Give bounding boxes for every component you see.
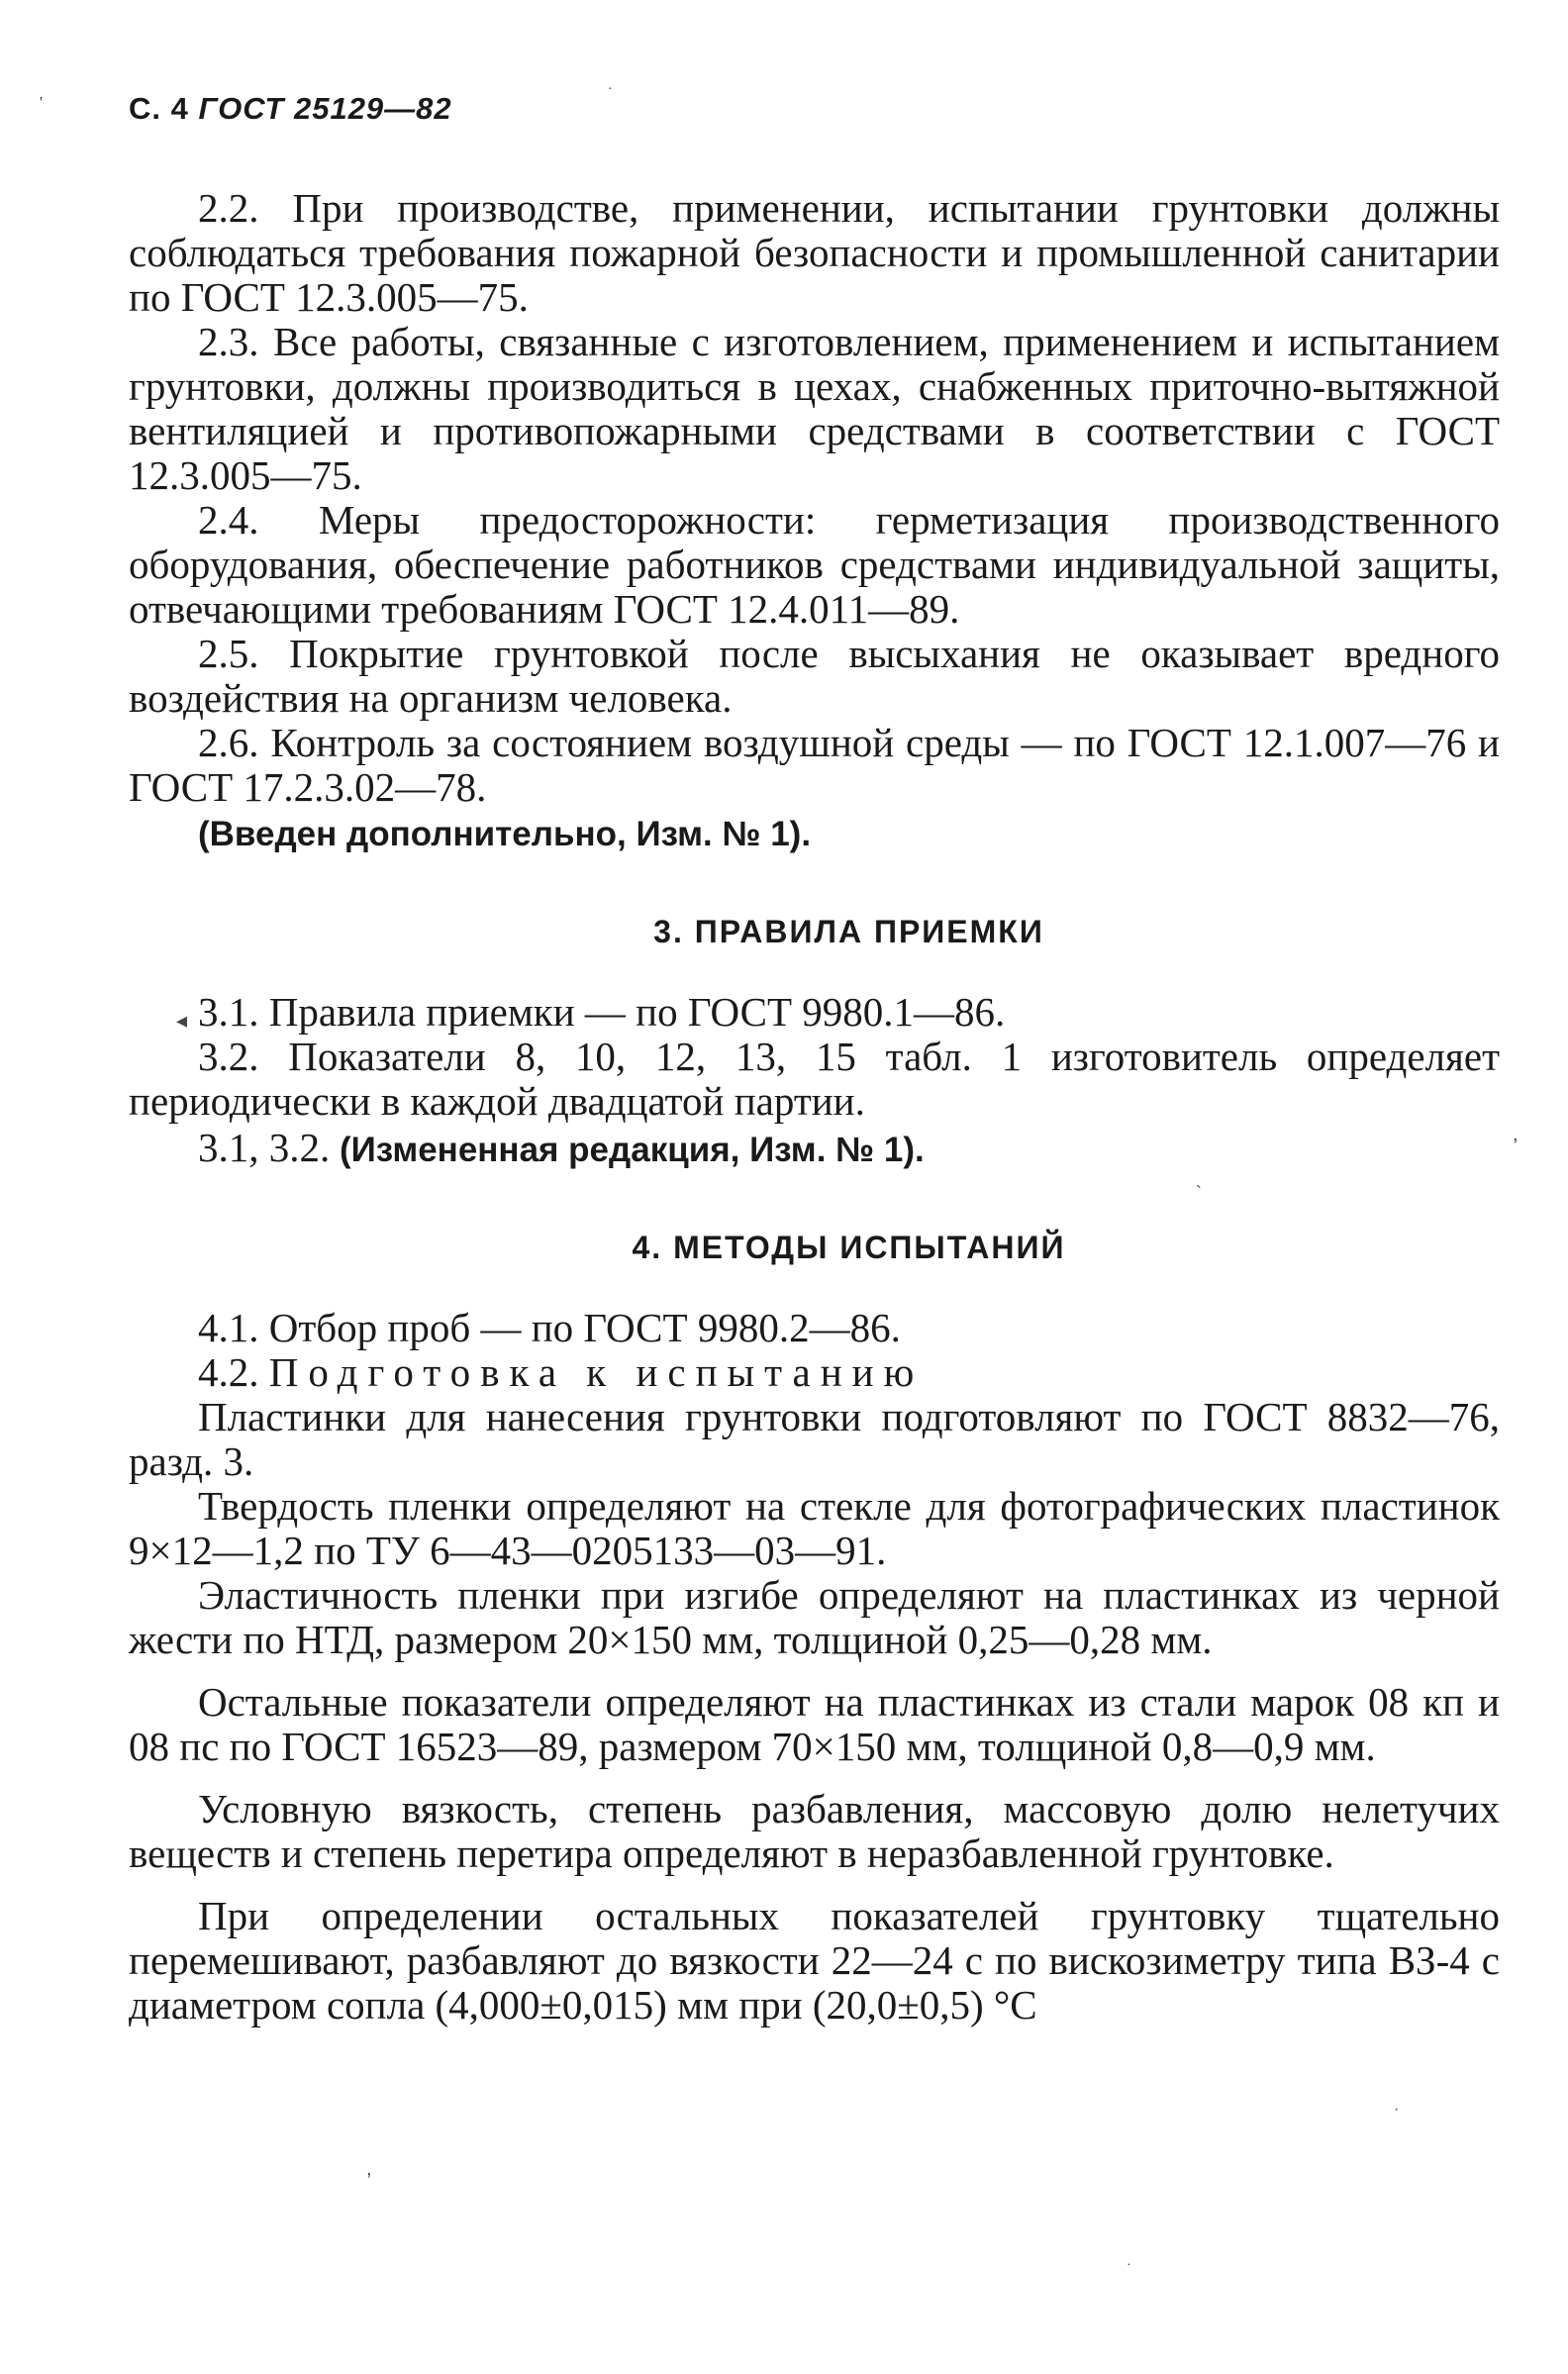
paragraph-2-3: 2.3. Все работы, связанные с изготовлением, применением и испытанием грунтовки, должны производиться в цехах, снабженных приточно-вытяжной вентиляцией и противопожарными средствами в соответствии с ГОСТ 12.3.005—75.: [129, 319, 1500, 498]
amendment-note-prefix: 3.1, 3.2.: [198, 1125, 331, 1170]
paragraph-2-2: 2.2. При производстве, применении, испытании грунтовки должны соблюдаться требования пожарной безопасности и промышленной санитарии по ГОСТ 12.3.005—75.: [129, 185, 1500, 320]
paragraph-4-2-number: 4.2.: [198, 1349, 259, 1395]
amendment-note-section-2: (Введен дополнительно, Изм. № 1).: [198, 815, 812, 853]
scan-speck: ·: [1127, 2255, 1131, 2271]
paragraph-4-1: 4.1. Отбор проб — по ГОСТ 9980.2—86.: [198, 1305, 901, 1350]
page-number: С. 4: [129, 91, 189, 126]
section-3-title: 3. ПРАВИЛА ПРИЕМКИ: [653, 914, 1044, 949]
standard-number: ГОСТ 25129—82: [198, 91, 452, 126]
paragraph-2-6: 2.6. Контроль за состоянием воздушной среды — по ГОСТ 12.1.007—76 и ГОСТ 17.2.3.02—78.: [129, 720, 1500, 810]
scan-speck: `: [1196, 1183, 1202, 1203]
paragraph-elasticity: Эластичность пленки при изгибе определяют на пластинках из черной жести по НТД, размером 20×150 мм, толщиной 0,25—0,28 мм.: [129, 1572, 1500, 1662]
section-4-title: 4. МЕТОДЫ ИСПЫТАНИЙ: [632, 1230, 1066, 1265]
document-body: [129, 186, 1500, 2028]
scan-speck: ·: [608, 79, 613, 95]
paragraph-3-2: 3.2. Показатели 8, 10, 12, 13, 15 табл. 1 изготовитель определяет периодически в каждой двадцатой партии.: [129, 1034, 1500, 1124]
paragraph-plates: Пластинки для нанесения грунтовки подготовляют по ГОСТ 8832—76, разд. 3.: [129, 1394, 1500, 1484]
paragraph-other-indicators: Остальные показатели определяют на пластинках из стали марок 08 кп и 08 пс по ГОСТ 16523—89, размером 70×150 мм, толщиной 0,8—0,9 мм.: [129, 1679, 1500, 1769]
scan-speck: ,: [366, 2158, 372, 2180]
paragraph-4-2: [129, 1350, 1500, 1395]
scan-speck: ,: [1513, 1124, 1519, 1145]
scan-speck: ◂: [176, 1008, 188, 1033]
paragraph-4-2-title: Подготовка к испытанию: [268, 1349, 925, 1395]
paragraph-viscosity: Условную вязкость, степень разбавления, массовую долю нелетучих веществ и степень перетира определяют в неразбавленной грунтовке.: [129, 1786, 1500, 1876]
amendment-note-section-3: [129, 1126, 1500, 1172]
scan-speck: ': [40, 95, 44, 112]
paragraph-2-4: 2.4. Меры предосторожности: герметизация производственного оборудования, обеспечение работников средствами индивидуальной защиты, отвечающими требованиям ГОСТ 12.4.011—89.: [129, 497, 1500, 632]
paragraph-hardness: Твердость пленки определяют на стекле для фотографических пластинок 9×12—1,2 по ТУ 6—43—0205133—03—91.: [129, 1483, 1500, 1573]
page-header: [129, 91, 452, 127]
paragraph-3-1: 3.1. Правила приемки — по ГОСТ 9980.1—86.: [198, 989, 1006, 1035]
scan-speck: ·: [1394, 2101, 1400, 2118]
paragraph-2-5: 2.5. Покрытие грунтовкой после высыхания не оказывает вредного воздействия на организм человека.: [129, 631, 1500, 721]
paragraph-mixing: При определении остальных показателей грунтовку тщательно перемешивают, разбавляют до вязкости 22—24 с по вискозиметру типа ВЗ-4 с диаметром сопла (4,000±0,015) мм при (20,0±0,5) °С: [129, 1893, 1500, 2028]
amendment-note-text: (Измененная редакция, Изм. № 1).: [339, 1131, 925, 1169]
